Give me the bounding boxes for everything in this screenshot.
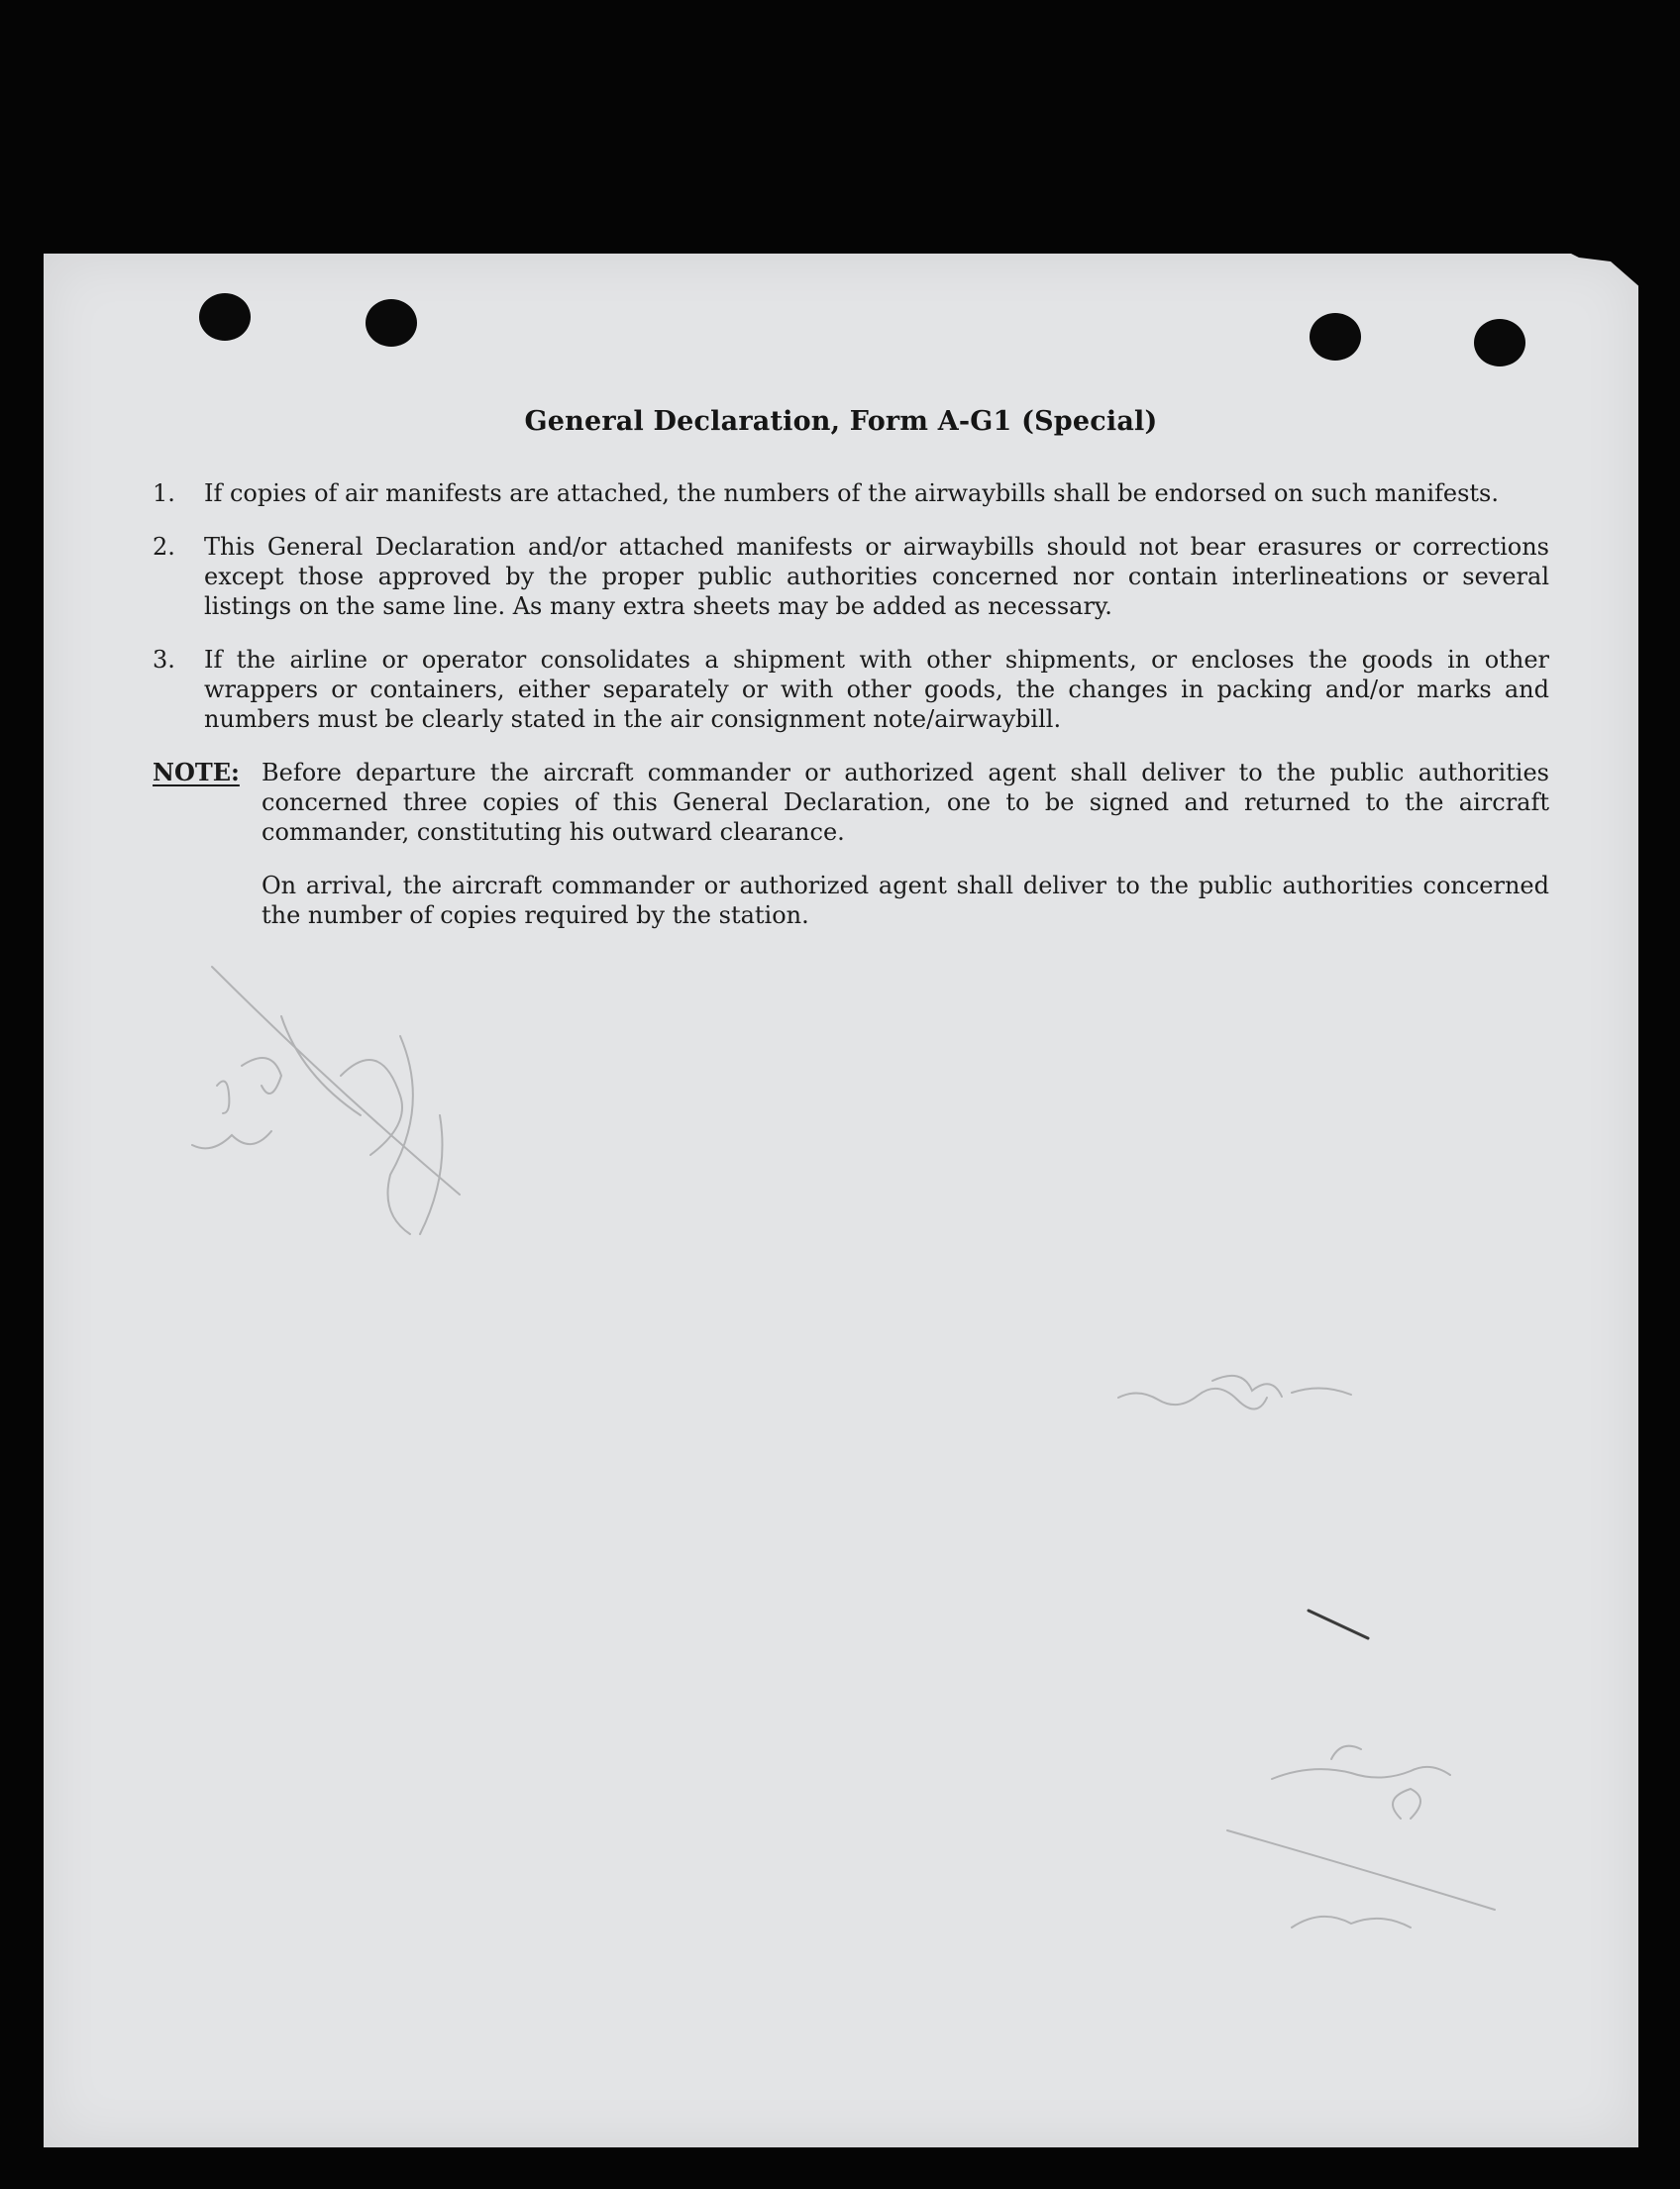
pencil-date-mark bbox=[1292, 1917, 1411, 1928]
pencil-signature-mark bbox=[281, 1016, 361, 1115]
pencil-signature-mark bbox=[420, 1115, 443, 1234]
ink-tick-mark bbox=[1309, 1611, 1368, 1638]
item-text: If copies of air manifests are attached, the numbers of the airwaybills shall be endorsed on such manifests. bbox=[204, 479, 1499, 507]
item-number: 3. bbox=[153, 646, 175, 674]
pencil-annotation bbox=[1292, 1388, 1351, 1395]
pencil-signature-mark bbox=[192, 1131, 271, 1148]
item-text: If the airline or operator consolidates a shipment with other shipments, or encloses the goods in other wrappers or containers, either separately or with other goods, the changes in packing and/or marks and numbers must be clearly stated in the air consignment note/airwaybill. bbox=[204, 646, 1549, 733]
item-text: This General Declaration and/or attached manifests or airwaybills should not bear erasures or corrections except those approved by the proper public authorities concerned nor contain interlineations or several listings on the same line. As many extra sheets may be added as necessary. bbox=[204, 533, 1549, 620]
item-number: 2. bbox=[153, 533, 175, 561]
form-title: General Declaration, Form A-G1 (Special) bbox=[524, 406, 1158, 437]
pencil-annotation bbox=[1118, 1389, 1267, 1409]
pencil-date-mark bbox=[1227, 1830, 1495, 1910]
item-number: 1. bbox=[153, 479, 175, 507]
pencil-markings bbox=[44, 254, 1638, 2147]
note-paragraph: On arrival, the aircraft commander or authorized agent shall deliver to the public authorities concerned the number of copies required by the station. bbox=[262, 872, 1549, 929]
pencil-signature-mark bbox=[242, 1058, 281, 1094]
pencil-signature-mark bbox=[212, 967, 460, 1195]
pencil-date-mark bbox=[1331, 1746, 1361, 1759]
pencil-date-mark bbox=[1393, 1789, 1420, 1819]
document-page bbox=[44, 254, 1638, 2147]
note-label: NOTE: bbox=[153, 758, 240, 786]
pencil-signature-mark bbox=[217, 1082, 229, 1114]
note-paragraph: Before departure the aircraft commander or authorized agent shall deliver to the public authorities concerned three copies of this General Declaration, one to be signed and returned to the aircraft commander, constituting his outward clearance. bbox=[262, 759, 1549, 846]
pencil-annotation bbox=[1212, 1376, 1282, 1397]
pencil-date-mark bbox=[1272, 1767, 1450, 1779]
